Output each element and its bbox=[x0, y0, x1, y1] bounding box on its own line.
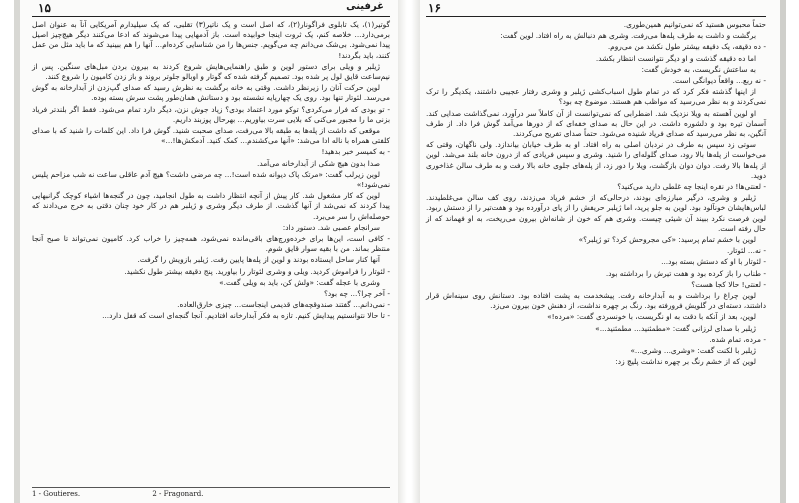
paragraph: صدا بدون هیچ شکی از آبدارخانه می‌آمد. bbox=[256, 158, 380, 168]
paragraph: - نه ربع... واقعاً دیوانگی است. bbox=[672, 76, 766, 86]
paragraph: لوین، بعد از آنکه با دقت به او نگریست، با خونسردی گفت: «مرده!» bbox=[547, 312, 756, 322]
paragraph: - به کمیسر خبر بدهید! bbox=[321, 147, 390, 157]
left-page bbox=[20, 0, 398, 503]
paragraph: برگشت و داشت به طرف پله‌ها می‌رفت. وشری هم دنبالش به راه افتاد. لوین گفت: bbox=[500, 31, 756, 41]
left-page-header bbox=[32, 0, 390, 17]
left-page-footnotes bbox=[32, 487, 390, 499]
paragraph: - نمی‌دانم... گفتند صندوقچه‌های قدیمی اینجاست... چیزی خارق‌العاده. bbox=[177, 300, 390, 310]
paragraph: سوتی زد سپس به طرف در نردبان اصلی به راه افتاد. او به طرف خیابان بیاندازد. ولی ناگهان، وقتی که می‌خواست از پله‌ها بالا رود، صدای گلوله‌ای را شنید. وشری و سپس فریادی که از درون خانه بلند می‌شد. لوین از پله‌ها بالا رفت. دوان دوان بازگشت، ویلا را دور زد، از پله‌های جلوی خانه بالا رفت و به طرف سالن غذاخوری دوید. bbox=[426, 140, 766, 180]
paragraph: سرانجام عصبی شد. دستور داد: bbox=[282, 222, 380, 232]
paragraph: گوتیر(۱)، یک تابلوی فراگونار(۲)، که اصل است و یک ناتیر(۳) تقلبی، که یک سیلیدارم آمریکایی آنآ به عنوان اصل برمی‌دارد... خلاصه کنم، یک ثروت اینجا خوابیده است. باز آدمهایی پیدا می‌شوند که ادعا می‌کنند دیگر هیچ‌چیز اصیل پیدا نمی‌شود. بی‌شک می‌دانم چه می‌گویم. جنس‌ها را من شناسایی کرده‌ام... آنها را هم ببینید که ما باید مثل من عمل کنند، باید بگردند! bbox=[32, 20, 390, 60]
book-edge-right bbox=[780, 0, 786, 503]
paragraph: ژیلبر با لکنت گفت: «وشری... وشری...» bbox=[630, 346, 756, 356]
right-page-number: ۱۶ bbox=[428, 1, 441, 15]
paragraph: وشری با عجله گفت: «ولش کن، باید به ویلی گفت.» bbox=[219, 277, 380, 287]
right-page-header bbox=[426, 0, 766, 17]
paragraph: - تا حالا نتوانستیم پیدایش کنیم. تازه به فکر آبدارخانه افتادیم. آنجا گنجه‌ای است که قفل دارد... bbox=[102, 311, 390, 321]
paragraph: آنها کنار ساحل ایستاده بودند و لوین از پله‌ها پایین رفت. ژیلبر بازویش را گرفت. bbox=[137, 255, 380, 265]
paragraph: - ده دقیقه، یک دقیقه بیشتر طول نکشد من می‌روم. bbox=[607, 42, 766, 52]
right-page-body bbox=[426, 20, 766, 368]
left-page-body bbox=[32, 20, 390, 322]
paragraph: به ساعتش نگریست، به خودش گفت: bbox=[641, 64, 756, 74]
paragraph: لوین که از خشم رنگ بر چهره نداشت پلیچ زد: bbox=[615, 357, 756, 367]
paragraph: - لئوتار با او که دستش بسته بود... bbox=[661, 257, 766, 267]
paragraph: اما ده دقیقه گذشت و او دیگر نتوانست انتظار بکشد. bbox=[595, 53, 756, 63]
paragraph: - کافی است، این‌ها برای خرده‌ورچ‌های باقی‌مانده نمی‌شود، همه‌چیز را خراب کرد. کامیون نمی‌تواند تا صبح آنجا منتظر بماند. من با بقیه سوار قایق شوم. bbox=[32, 234, 390, 254]
left-running-head: غرفینی bbox=[346, 1, 384, 12]
paragraph: ژیلبر و وشری، درگیر مبارزه‌ای بودند، درحالی‌که از خشم فریاد می‌زدند، روی کف سالن می‌غلطیدند. لباس‌هایشان خونآلود بود. لوین به جلو پرید، اما ژیلبر حریفش را از پای درآورده بود و هفت‌تیر را از دستش ربود. لوین فرصت نکرد ببیند آن شیئی چیست. وشری هم که خون از شانه‌اش بیرون می‌ریخت، به او فهماند که از حال رفته است. bbox=[426, 193, 766, 233]
paragraph: لوین با خشم تمام پرسید: «کی مجروحش کرد؟ تو ژیلبر؟» bbox=[578, 235, 756, 245]
paragraph: - نه... لئوتار. bbox=[727, 246, 766, 256]
footnote: 2 - Fragonard. bbox=[152, 490, 204, 498]
paragraph: لوین که کار مشغول شد. کار پیش از آنچه انتظار داشت به طول انجامید، چون در گنجه‌ها اشیاء کوچک گرانبهایی پیدا کردند که نمی‌شد از آنها گذشت. از طرف دیگر وشری و ژیلبر هم در کار خود چنان دقتی به خرج می‌دادند که حوصله‌اش را سر می‌برد. bbox=[32, 191, 390, 221]
paragraph: لوین حرکت آنان را زیرنظر داشت. وقتی به خانه برگشت به نظرش رسید که صدای گپ‌زدن از آبدارخانه به گوش می‌رسد. لئوتار تنها بود. روی یک چهارپایه نشسته بود و دستانش همان‌طور پشت سرش بسته بوده. bbox=[32, 83, 390, 103]
paragraph: ژیلبر و ویلی برای دستور لوین و طبق راهنمایی‌هایش شروع کردند به بیرون بردن مبل‌های سنگین. پس از نیم‌ساعت قایق لول پر شده بود. تصمیم گرفته شده که گوتار و اوبالو جلوتر بروند و باز زدن کامیون را شروع کنند. bbox=[32, 61, 390, 82]
paragraph: - مرده، تمام شده. bbox=[709, 334, 766, 344]
paragraph: او لوین آهسته به ویلا نزدیک شد. اضطرابی که نمی‌توانست از آن کاملاً سر درآورد، نمی‌گذاشت صدایی کند. آسمان تیره بود و دلشوره داشت. در این حال به صدای خفه‌ای که از دورها می‌آمد گوش فرا داد. از طرف آنگین، به نظر می‌رسید که صدای فریاد شنیده می‌شود. حتماً صدای تفریح می‌کردند. bbox=[426, 108, 766, 139]
paragraph: حتماً محبوس هستید که نمی‌توانیم همین‌طوری. bbox=[623, 20, 766, 29]
book-gutter bbox=[398, 0, 420, 503]
paragraph: لوین زیرلب گفت: «مرتک پاک دیوانه شده است!... چه مرضی داشت؟ هیچ آدم عاقلی ساعت نه شب مزاحم پلیس نمی‌شود!» bbox=[32, 169, 390, 190]
footnote: 1 - Goutieres. bbox=[32, 490, 81, 498]
left-page-number: ۱۵ bbox=[38, 1, 51, 15]
paragraph: - آخر چرا؟... چه بود؟ bbox=[323, 289, 390, 299]
paragraph: - لئوتار را فراموش کردید. ویلی و وشری لئوتار را بیاورید. پنج دقیقه بیشتر طول نکشید. bbox=[124, 266, 390, 276]
paragraph: - تو بودی که فرار می‌کردی؟ توکو مورد اعتماد بودی؟ زیاد جوش نزن، دیگر دارد تمام می‌شود. فقط اگر بلندتر فریاد بزنی ما را مجبور می‌کنی که بلایی سرت بیاوریم... بهرحال پوزبند داریم. bbox=[32, 104, 390, 124]
paragraph: از اینها گذشته فکر کرد که در تمام طول اسباب‌کشی ژیلبر و وشری رفتار عجیبی داشتند، یکدیگر را ترک نمی‌کردند و به نظر می‌رسید که مواظب هم هستند. موضوع چه بود؟ bbox=[426, 87, 766, 107]
right-page bbox=[420, 0, 780, 503]
paragraph: - لعنتی‌ها! در نقره اینجا چه غلطی دارید می‌کنید؟ bbox=[617, 182, 766, 192]
paragraph: - لعنتی! حالا کجا هست؟ bbox=[691, 279, 766, 289]
paragraph: موقعی که داشت از پله‌ها به طبقه بالا می‌رفت، صدای صحبت شنید. گوش فرا داد. این کلمات را شنید که با صدای کلفتی همراه با ناله ادا می‌شد: «آنها می‌کشندم... کمک کنید. آدمکش‌ها!...» bbox=[32, 126, 390, 146]
paragraph: ژیلبر با صدای لرزانی گفت: «مطمئنید... مطمئنید...» bbox=[595, 323, 756, 333]
paragraph: لوین چراغ را برداشت و به آبدارخانه رفت. پیشخدمت به پشت افتاده بود. دستانش روی سینه‌اش قرار داشتند، دسته‌ای در گلویش فرورفته بود. رنگ بر چهره نداشت، از دهنش خون بیرون می‌زد. bbox=[426, 291, 766, 311]
paragraph: - طناب را باز کرده بود و هفت تیرش را برداشته بود. bbox=[605, 268, 766, 278]
